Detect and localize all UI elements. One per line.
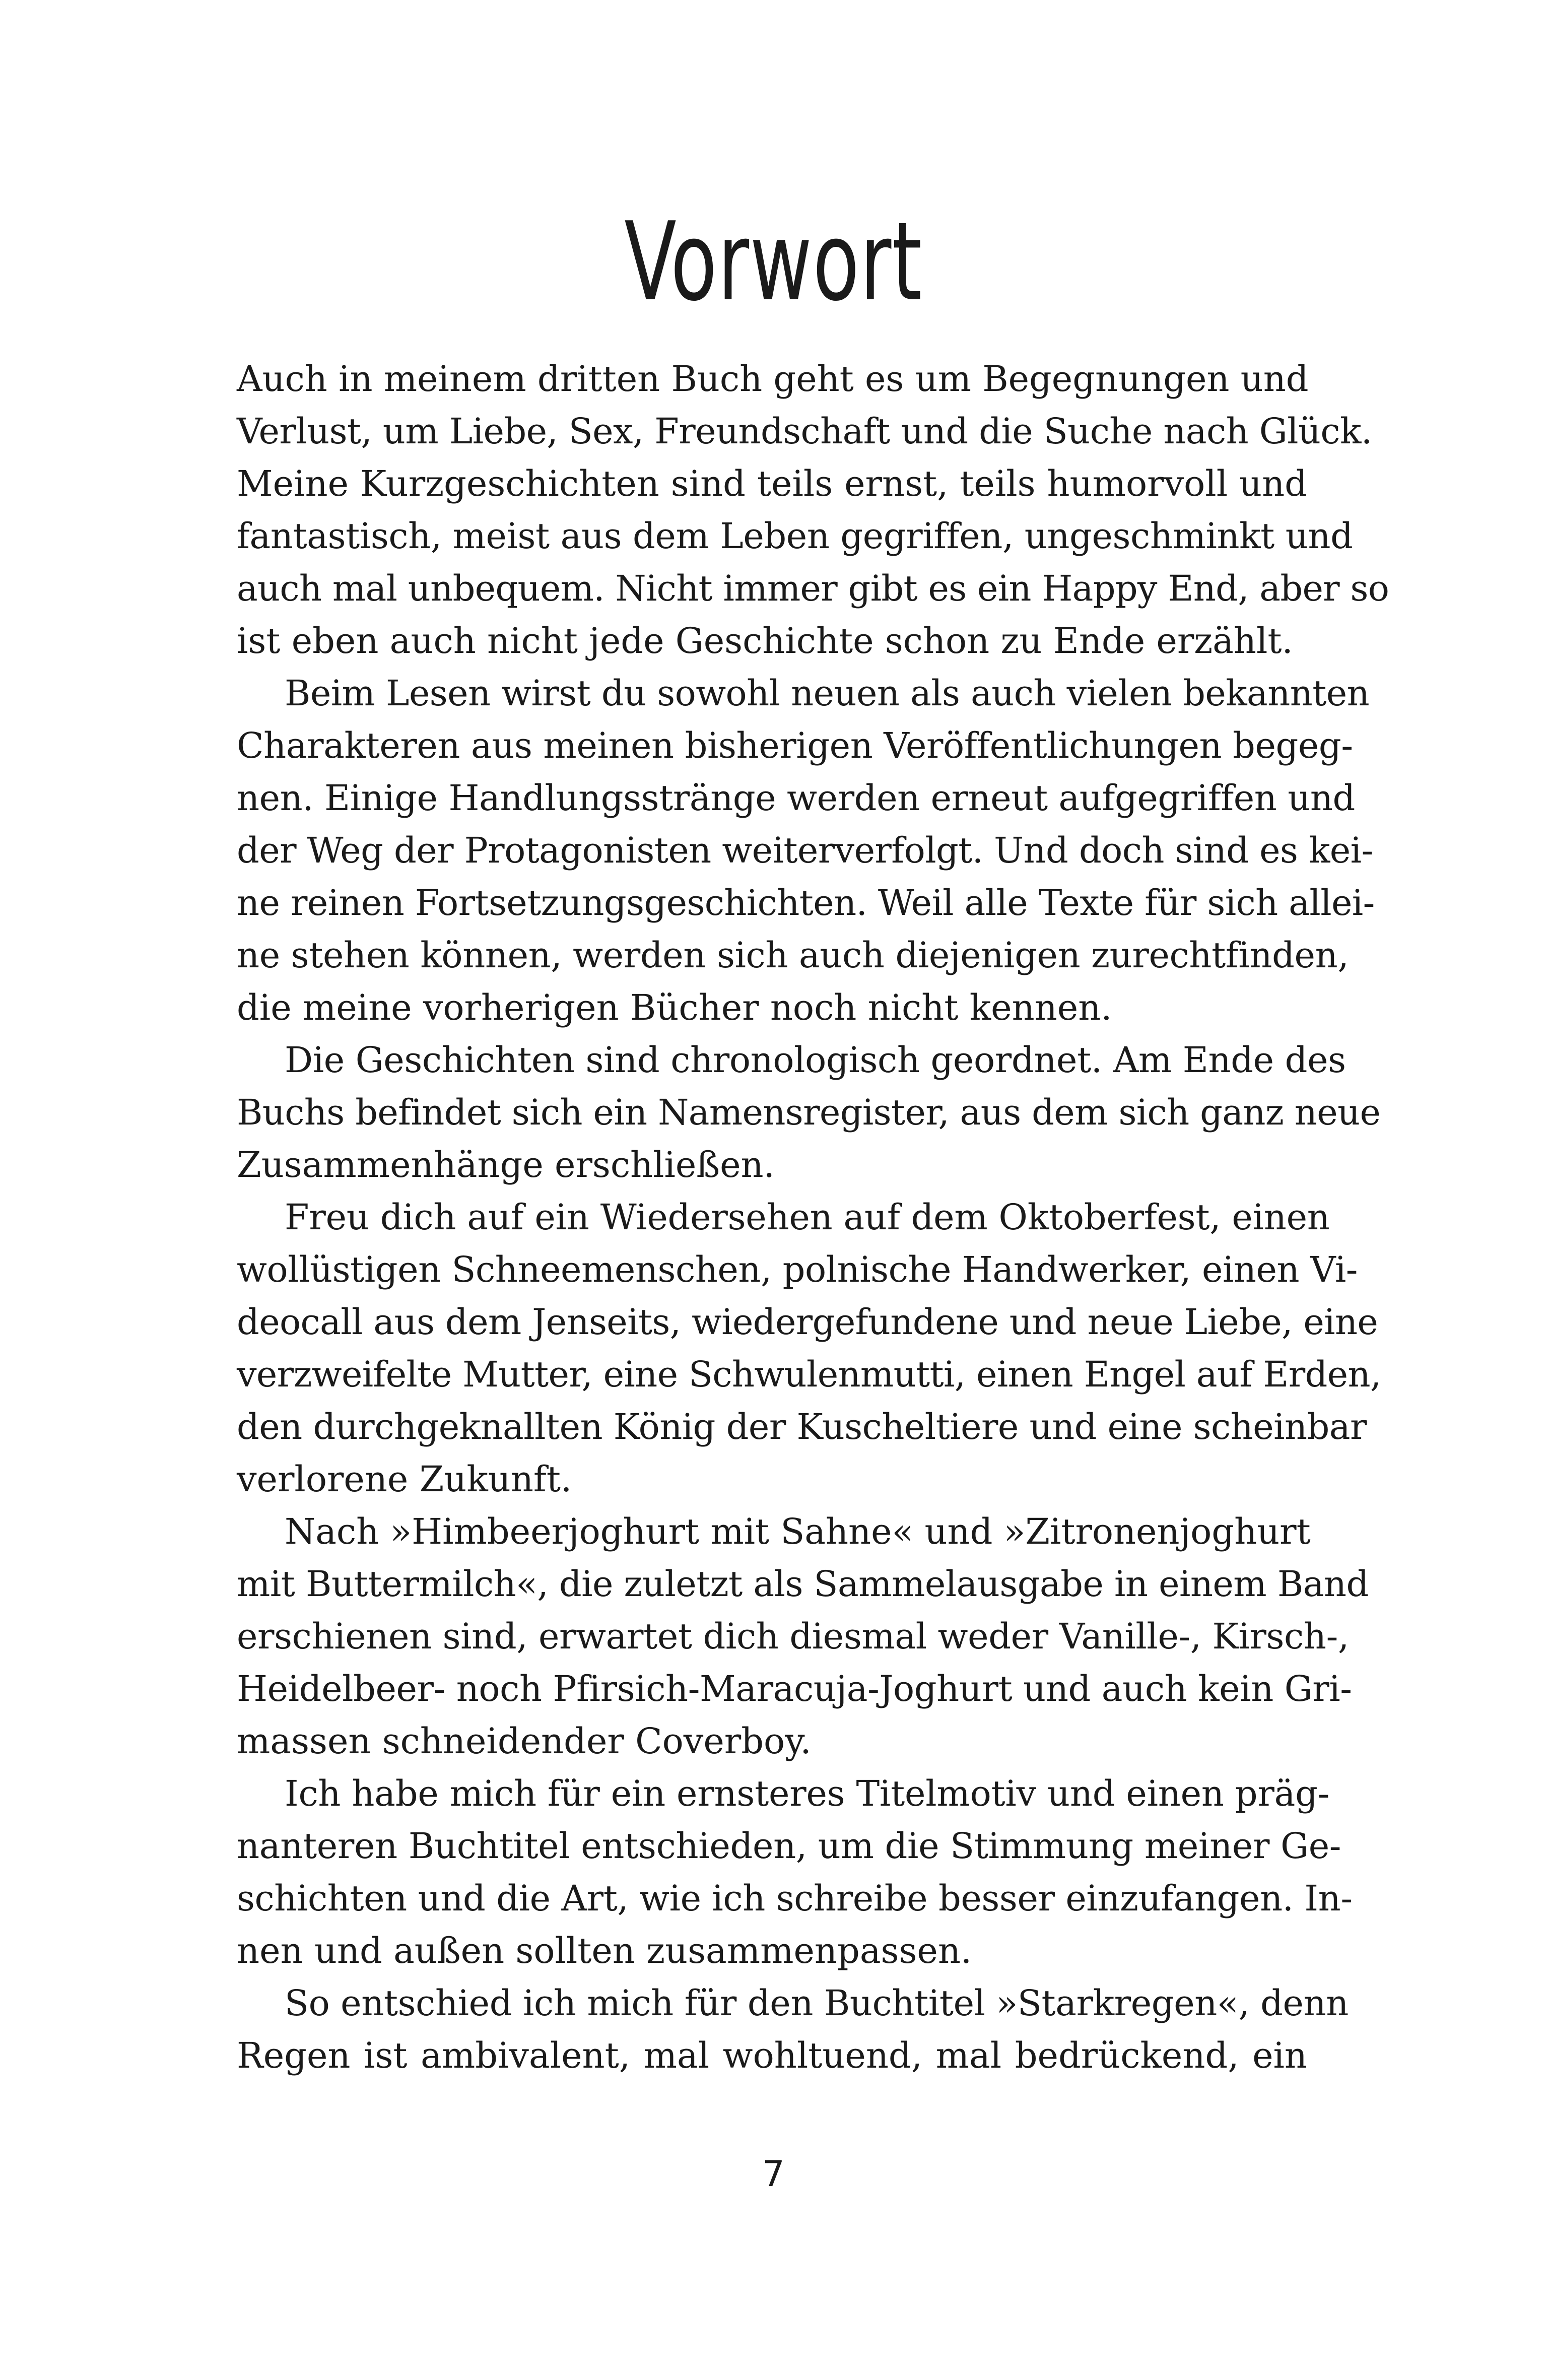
text-line: ne reinen Fortsetzungsgeschichten. Weil alle Texte für sich allei-	[237, 882, 1375, 923]
text-line: Auch in meinem dritten Buch geht es um Begegnungen und	[237, 358, 1309, 400]
paragraph-2	[237, 667, 1375, 1034]
body-text	[237, 353, 1389, 2082]
chapter-title: Vorwort	[624, 199, 923, 325]
text-line: massen schneidender Coverboy.	[237, 1721, 812, 1762]
text-line: wollüstigen Schneemenschen, polnische Handwerker, einen Vi-	[237, 1249, 1358, 1290]
text-line: Heidelbeer- noch Pfirsich-Maracuja-Joghurt und auch kein Gri-	[237, 1668, 1352, 1709]
text-line: verzweifelte Mutter, eine Schwulenmutti, einen Engel auf Erden,	[237, 1354, 1381, 1395]
text-line: ist eben auch nicht jede Geschichte schon zu Ende erzählt.	[237, 620, 1293, 662]
paragraph-7	[237, 1977, 1349, 2082]
text-line: der Weg der Protagonisten weiterverfolgt. Und doch sind es kei-	[237, 830, 1373, 871]
text-line: die meine vorherigen Bücher noch nicht kennen.	[237, 987, 1112, 1028]
text-line: So entschied ich mich für den Buchtitel »Starkregen«, denn	[285, 1982, 1349, 2024]
text-line: deocall aus dem Jenseits, wiedergefundene und neue Liebe, eine	[237, 1301, 1378, 1343]
paragraph-4	[237, 1191, 1381, 1505]
text-line: nen und außen sollten zusammenpassen.	[237, 1930, 972, 1971]
text-line: ne stehen können, werden sich auch diejenigen zurechtfinden,	[237, 935, 1349, 976]
page-number: 7	[762, 2153, 785, 2195]
text-line: Nach »Himbeerjoghurt mit Sahne« und »Zitronenjoghurt	[285, 1511, 1311, 1552]
text-line: Meine Kurzgeschichten sind teils ernst, teils humorvoll und	[237, 463, 1307, 504]
text-line: den durchgeknallten König der Kuscheltiere und eine scheinbar	[237, 1406, 1367, 1447]
text-line: fantastisch, meist aus dem Leben gegriffen, ungeschminkt und	[237, 515, 1353, 557]
text-line: schichten und die Art, wie ich schreibe besser einzufangen. In-	[237, 1878, 1353, 1919]
text-line: Ich habe mich für ein ernsteres Titelmotiv und einen präg-	[285, 1773, 1330, 1814]
text-line: Freu dich auf ein Wiedersehen auf dem Oktoberfest, einen	[285, 1197, 1330, 1238]
text-line: nen. Einige Handlungsstränge werden erneut aufgegriffen und	[237, 777, 1355, 819]
text-line: Zusammenhänge erschließen.	[237, 1144, 775, 1185]
text-line: verlorene Zukunft.	[237, 1459, 572, 1500]
text-line: Verlust, um Liebe, Sex, Freundschaft und die Suche nach Glück.	[237, 411, 1372, 452]
text-line: Die Geschichten sind chronologisch geordnet. Am Ende des	[285, 1039, 1346, 1081]
text-line: erschienen sind, erwartet dich diesmal weder Vanille-, Kirsch-,	[237, 1616, 1349, 1657]
text-line: Buchs befindet sich ein Namensregister, aus dem sich ganz neue	[237, 1092, 1381, 1133]
text-line: auch mal unbequem. Nicht immer gibt es ein Happy End, aber so	[237, 568, 1389, 609]
text-line: Regen ist ambivalent, mal wohltuend, mal bedrückend, ein	[237, 2035, 1307, 2076]
paragraph-5	[237, 1505, 1369, 1767]
text-line: Charakteren aus meinen bisherigen Veröffentlichungen begeg-	[237, 725, 1353, 766]
paragraph-6	[237, 1767, 1353, 1977]
text-line: mit Buttermilch«, die zuletzt als Sammelausgabe in einem Band	[237, 1563, 1369, 1605]
paragraph-3	[237, 1034, 1381, 1191]
paragraph-1	[237, 353, 1389, 667]
text-line: nanteren Buchtitel entschieden, um die Stimmung meiner Ge-	[237, 1825, 1341, 1867]
text-line: Beim Lesen wirst du sowohl neuen als auch vielen bekannten	[285, 673, 1370, 714]
